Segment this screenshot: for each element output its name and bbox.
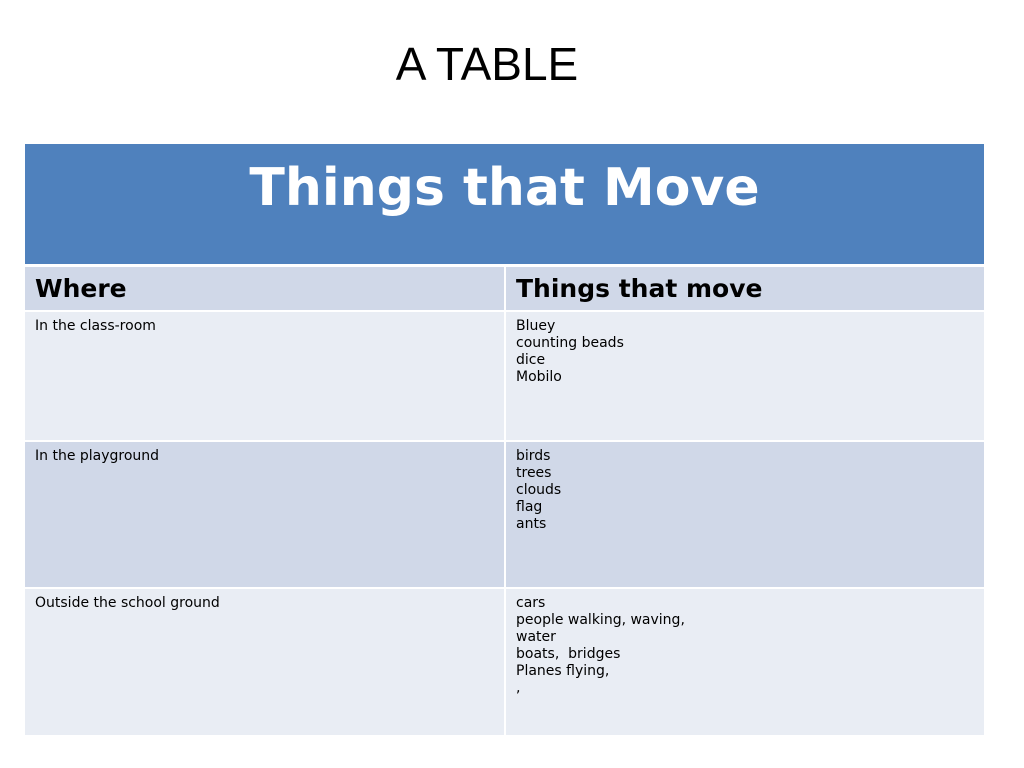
list-item: Planes flying,	[516, 662, 610, 679]
table-row	[25, 311, 984, 441]
things-cell	[505, 588, 984, 735]
column-header-things: Things that move	[505, 265, 984, 311]
table-banner-row	[25, 144, 984, 265]
things-cell	[505, 311, 984, 441]
list-item: cars	[516, 594, 546, 611]
list-item: trees	[516, 464, 552, 481]
list-item: people walking, waving,	[516, 611, 685, 628]
list-item: clouds	[516, 481, 562, 498]
list-item: birds	[516, 447, 551, 464]
list-item: Bluey	[516, 317, 556, 334]
list-item: Mobilo	[516, 368, 562, 385]
where-cell: Outside the school ground	[25, 588, 505, 735]
list-item: dice	[516, 351, 546, 368]
table-row	[25, 588, 984, 735]
list-item: counting beads	[516, 334, 624, 351]
where-cell: In the class-room	[25, 311, 505, 441]
list-item: flag	[516, 498, 543, 515]
slide-title: A TABLE	[395, 38, 579, 90]
things-table	[25, 144, 984, 733]
column-header-row	[25, 265, 984, 311]
list-item: boats, bridges	[516, 645, 621, 662]
list-item: water	[516, 628, 556, 645]
things-cell	[505, 441, 984, 588]
table-row	[25, 441, 984, 588]
list-item: ,	[516, 679, 521, 696]
list-item: ants	[516, 515, 547, 532]
table-banner: Things that Move	[25, 144, 984, 265]
column-header-where: Where	[25, 265, 505, 311]
table	[25, 144, 984, 735]
where-cell: In the playground	[25, 441, 505, 588]
